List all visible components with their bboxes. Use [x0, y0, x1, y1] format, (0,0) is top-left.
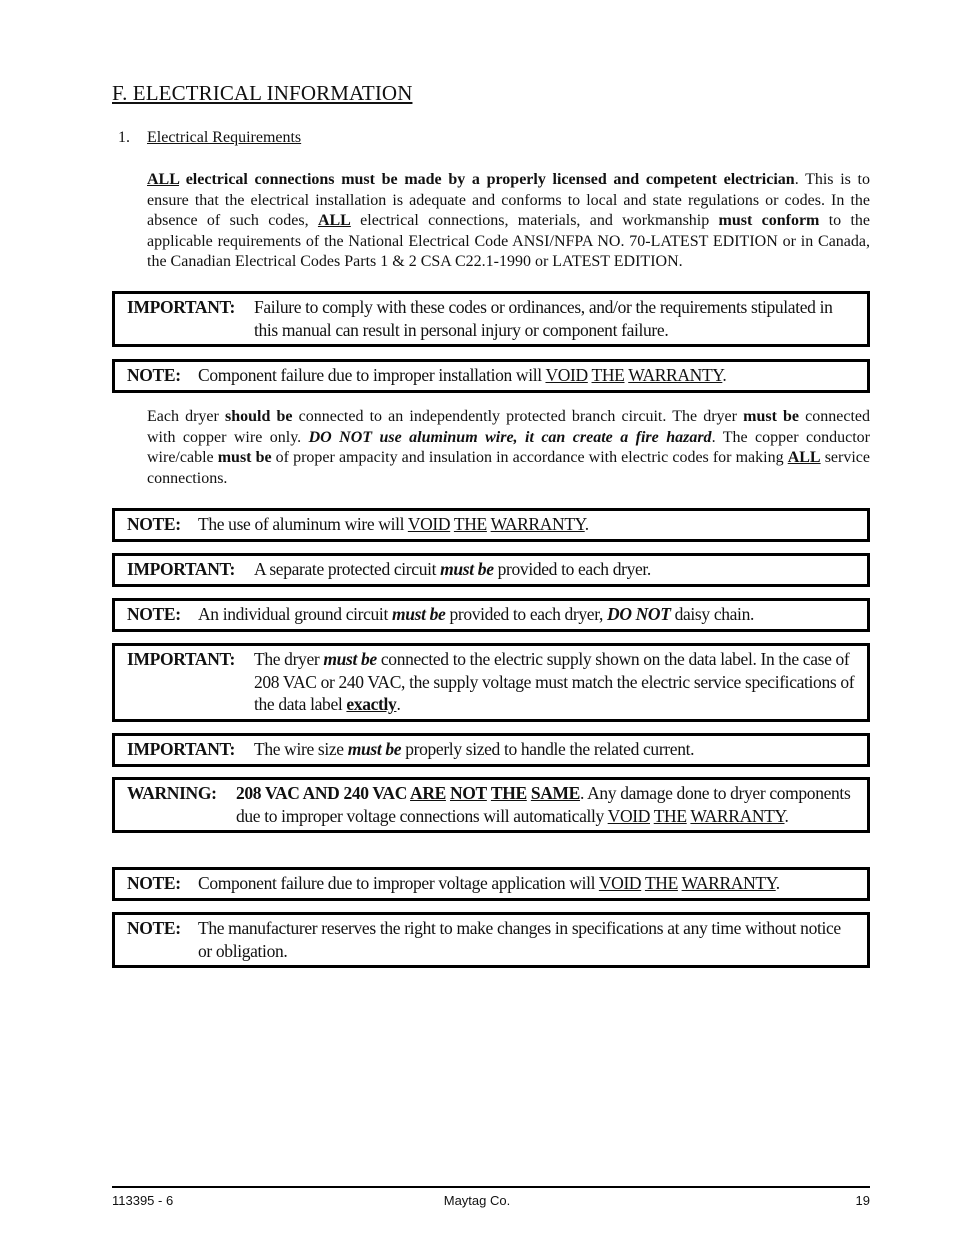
text-run: An individual ground circuit: [198, 604, 392, 624]
box-text: [198, 364, 855, 387]
box-text: Failure to comply with these codes or ordinances, and/or the requirements stipulated in this manual can result in personal injury or component failure.: [254, 297, 833, 340]
box-label: NOTE:: [127, 514, 181, 534]
important-box-wire-size: [112, 733, 870, 767]
text-run: VOID: [598, 873, 642, 893]
emphasis-exactly: exactly: [346, 694, 397, 714]
box-label: IMPORTANT:: [127, 297, 236, 317]
text-run: THE: [653, 805, 687, 826]
text-run: WARRANTY: [681, 873, 776, 893]
emphasis-must-be: must be: [323, 649, 377, 669]
box-text: [198, 513, 855, 536]
note-box-installation: [112, 359, 870, 393]
text-run: THE: [644, 873, 678, 893]
emphasis-must-be: must be: [347, 739, 402, 759]
text-run: THE: [591, 365, 625, 385]
text-run: daisy chain.: [670, 604, 754, 624]
emphasis-should-be: should be: [225, 408, 293, 425]
emphasis-must-conform: must conform: [718, 212, 820, 230]
box-label: NOTE:: [127, 365, 181, 385]
box-text: [236, 782, 855, 827]
emphasis-all: ALL: [147, 171, 180, 188]
subsection-title: Electrical Requirements: [147, 129, 302, 146]
emphasis-all: ALL: [787, 449, 821, 467]
box-label: NOTE:: [127, 918, 181, 938]
footer-company: Maytag Co.: [443, 1193, 511, 1208]
section-heading: F. ELECTRICAL INFORMATION: [112, 81, 413, 105]
text-run: .: [584, 514, 589, 534]
text-run: Component failure due to improper installation will: [198, 365, 546, 385]
important-box-codes: [112, 291, 870, 347]
text-run: VOID: [545, 365, 588, 385]
box-text: [254, 738, 855, 761]
text-run: Component failure due to improper voltage application will: [198, 873, 599, 893]
emphasis-must-be: must be: [391, 604, 446, 624]
text-run: VOID: [607, 805, 650, 826]
box-text: The manufacturer reserves the right to make changes in specifications at any time without notice or obligation.: [198, 918, 841, 961]
subsection-heading: [118, 129, 301, 147]
text-run: VOID: [407, 514, 451, 534]
box-text: [254, 558, 855, 581]
box-label: IMPORTANT:: [127, 559, 236, 579]
box-label: WARNING:: [127, 783, 217, 803]
warning-box-voltage: [112, 777, 870, 833]
footer-page-number: 19: [855, 1193, 870, 1208]
emphasis-must-be: must be: [217, 449, 272, 467]
wiring-paragraph: [147, 407, 870, 489]
text-run: THE: [453, 514, 487, 534]
text-run: to the applicable requirements of the National Electrical Code ANSI/NFPA NO. 70-LATEST EDITION or in Canada, the Canadian Electrical Codes Parts 1 & 2 CSA C22.1-1990 or LATEST EDITION.: [147, 212, 870, 271]
box-label: NOTE:: [127, 873, 181, 893]
important-box-separate-circuit: [112, 553, 870, 587]
text-run: . Any damage done to dryer components due to improper voltage connections will automatically: [236, 783, 851, 826]
text-run: service connections.: [147, 449, 871, 487]
box-label: IMPORTANT:: [127, 739, 236, 759]
text-run: connected to an independently protected branch circuit. The dryer: [292, 408, 744, 425]
text-run: .: [396, 694, 401, 714]
important-box-supply-voltage: [112, 643, 870, 722]
note-box-voltage-application: [112, 867, 870, 901]
emphasis-electrician: electrical connections must be made by a properly licensed and competent electrician: [179, 171, 795, 188]
emphasis-do-not: DO NOT: [607, 604, 671, 624]
text-run: A separate protected circuit: [254, 559, 441, 579]
text-run: .: [784, 805, 789, 826]
text-run: The use of aluminum wire will: [198, 514, 408, 534]
text-run: . This is to ensure that the electrical installation is adequate and conforms to local and state regulations or codes. In the absence of such codes,: [147, 171, 870, 230]
note-box-aluminum: [112, 508, 870, 542]
box-text: [254, 648, 855, 716]
text-run: provided to each dryer,: [445, 604, 608, 624]
text-run: connected with copper wire only.: [147, 408, 871, 446]
text-run: WARRANTY: [628, 365, 723, 385]
text-run: Each dryer: [147, 408, 225, 425]
text-run: WARRANTY: [690, 805, 785, 826]
text-run: The wire size: [254, 739, 348, 759]
footer-rule: [112, 1186, 870, 1188]
emphasis-voltage: 208 VAC AND 240 VAC: [236, 783, 411, 803]
emphasis-aluminum-warning: DO NOT use aluminum wire, it can create a fire hazard: [308, 428, 712, 446]
box-label: IMPORTANT:: [127, 649, 236, 669]
text-run: of proper ampacity and insulation in accordance with electric codes for making: [271, 449, 788, 467]
text-run: properly sized to handle the related current.: [401, 739, 695, 759]
text-run: THE: [490, 783, 527, 803]
text-run: connected to the electric supply shown on the data label. In the case of 208 VAC or 240 VAC, the supply voltage must match the electric service specifications of the data label: [254, 649, 855, 714]
emphasis-must-be: must be: [440, 559, 494, 579]
text-run: WARRANTY: [490, 514, 585, 534]
emphasis-all: ALL: [317, 212, 351, 230]
text-run: NOT: [449, 783, 487, 803]
text-run: The dryer: [254, 649, 324, 669]
text-run: .: [722, 365, 727, 385]
text-run: .: [775, 873, 780, 893]
text-run: ARE: [410, 783, 446, 803]
note-box-ground-circuit: [112, 598, 870, 632]
box-label: NOTE:: [127, 604, 181, 624]
note-box-manufacturer: [112, 912, 870, 968]
footer-doc-number: 113395 - 6: [112, 1193, 174, 1208]
requirements-paragraph: [147, 170, 870, 273]
subsection-number: 1.: [118, 129, 130, 146]
text-run: . The copper conductor wire/cable: [147, 428, 871, 467]
text-run: SAME: [530, 783, 581, 803]
text-run: electrical connections, materials, and workmanship: [350, 212, 719, 230]
box-text: [198, 603, 855, 626]
emphasis-must-be: must be: [743, 408, 800, 425]
text-run: provided to each dryer.: [493, 559, 651, 579]
box-text: [198, 872, 855, 895]
